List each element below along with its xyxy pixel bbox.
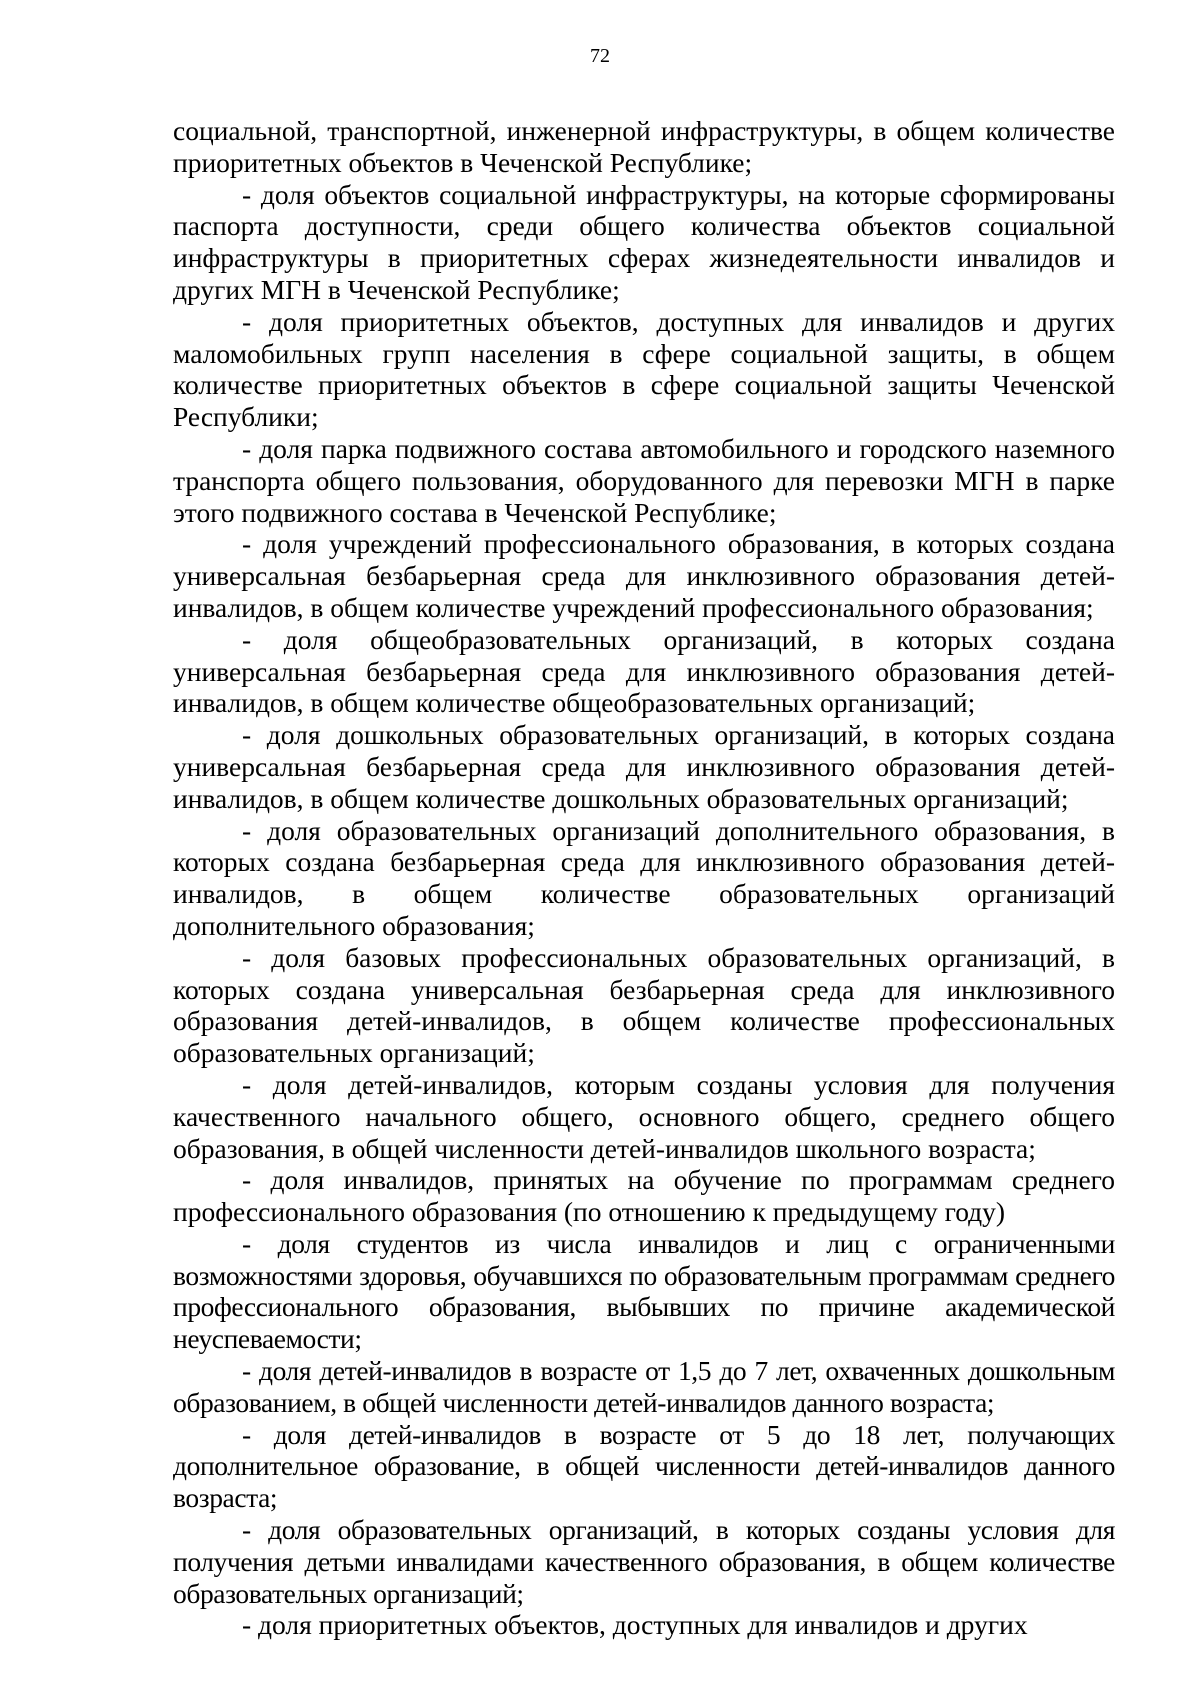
list-item: - доля образовательных организаций, в которых созданы условия для получения детьми инвалидами качественного образования, в общем количестве образовательных организаций; [173, 1514, 1115, 1609]
list-item: - доля базовых профессиональных образовательных организаций, в которых создана универсальная безбарьерная среда для инклюзивного образования детей-инвалидов, в общем количестве профессиональных образовательных организаций; [173, 941, 1115, 1069]
list-item: - доля парка подвижного состава автомобильного и городского наземного транспорта общего пользования, оборудованного для перевозки МГН в парке этого подвижного состава в Чеченской Республике; [173, 432, 1115, 528]
list-item: - доля детей-инвалидов в возрасте от 5 до 18 лет, получающих дополнительное образование, в общей численности детей-инвалидов данного возраста; [173, 1418, 1115, 1514]
list-item: - доля дошкольных образовательных организаций, в которых создана универсальная безбарьерная среда для инклюзивного образования детей-инвалидов, в общем количестве дошкольных образовательных организаций; [173, 719, 1115, 814]
list-item: - доля общеобразовательных организаций, в которых создана универсальная безбарьерная среда для инклюзивного образования детей-инвалидов, в общем количестве общеобразовательных организаций; [173, 623, 1115, 719]
list-item: - доля объектов социальной инфраструктуры, на которые сформированы паспорта доступности, среди общего количества объектов социальной инфраструктуры в приоритетных сферах жизнедеятельности инвалидов и других МГН в Чеченской Республике; [173, 178, 1115, 305]
list-item: - доля приоритетных объектов, доступных для инвалидов и других маломобильных групп населения в сфере социальной защиты, в общем количестве приоритетных объектов в сфере социальной защиты Чеченской Республики; [173, 305, 1115, 433]
document-body [173, 115, 1115, 1641]
page-number: 72 [590, 45, 610, 67]
list-item: - доля детей-инвалидов, которым созданы условия для получения качественного начального общего, основного общего, среднего общего образования, в общей численности детей-инвалидов школьного возраста; [173, 1068, 1115, 1164]
list-item: - доля детей-инвалидов в возрасте от 1,5 до 7 лет, охваченных дошкольным образованием, в общей численности детей-инвалидов данного возраста; [173, 1355, 1115, 1418]
list-item: - доля учреждений профессионального образования, в которых создана универсальная безбарьерная среда для инклюзивного образования детей-инвалидов, в общем количестве учреждений профессионального образования; [173, 528, 1115, 623]
list-item: - доля приоритетных объектов, доступных для инвалидов и других [242, 1609, 1028, 1641]
list-item: - доля образовательных организаций дополнительного образования, в которых создана безбарьерная среда для инклюзивного образования детей-инвалидов, в общем количестве образовательных организаций дополнительного образования; [173, 814, 1115, 941]
paragraph: социальной, транспортной, инженерной инфраструктуры, в общем количестве приоритетных объектов в Чеченской Республике; [173, 115, 1115, 178]
list-item: - доля инвалидов, принятых на обучение по программам среднего профессионального образования (по отношению к предыдущему году) [173, 1164, 1115, 1228]
list-item: - доля студентов из числа инвалидов и лиц с ограниченными возможностями здоровья, обучавшихся по образовательным программам среднего профессионального образования, выбывших по причине академической неуспеваемости; [173, 1227, 1115, 1355]
